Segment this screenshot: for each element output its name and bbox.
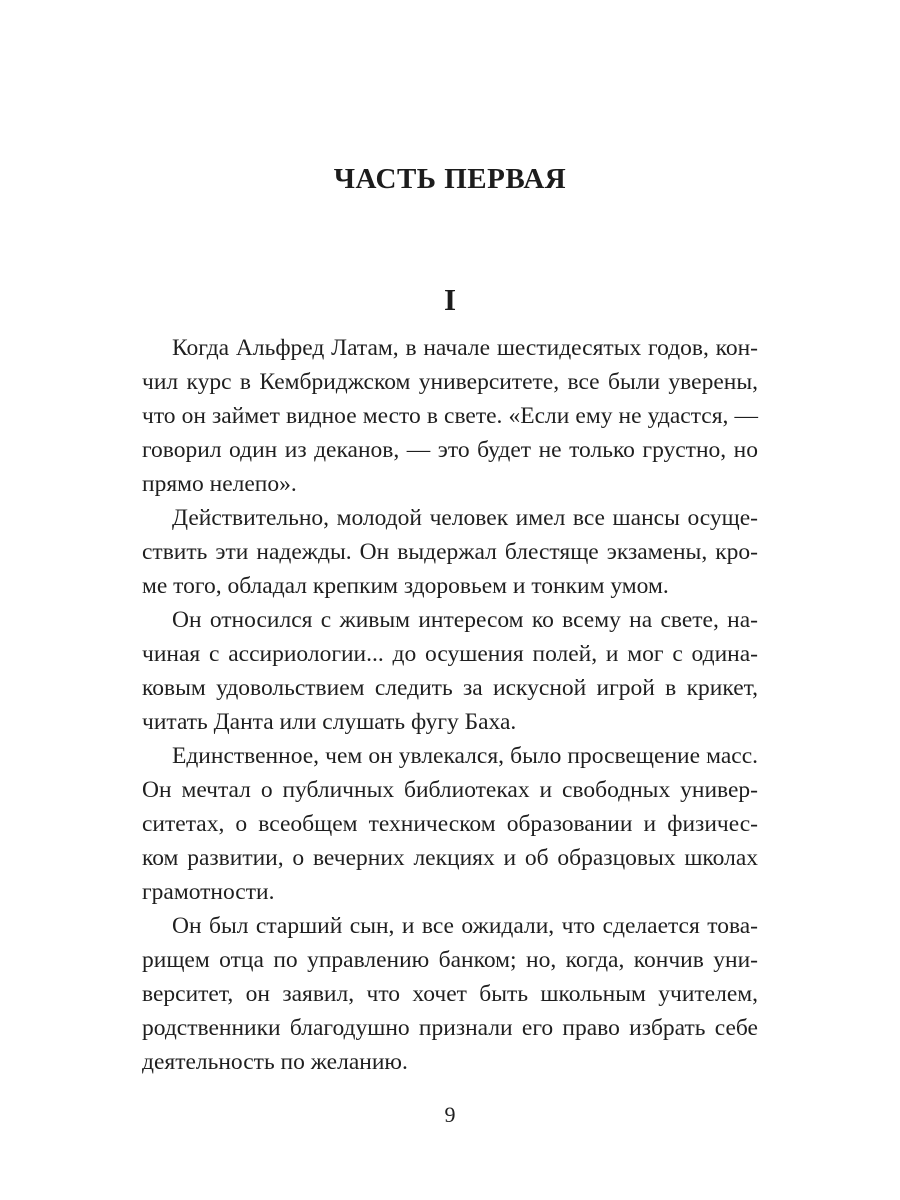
text-line: ком развитии, о вечерних лекциях и об образцовых школах bbox=[142, 845, 758, 871]
text-line: ствить эти надежды. Он выдержал блестяще экзамены, кро- bbox=[142, 539, 758, 565]
text-line: Когда Альфред Латам, в начале шестидесятых годов, кон- bbox=[172, 335, 758, 361]
text-line: грамотности. bbox=[142, 879, 275, 905]
text-line: Он был старший сын, и все ожидали, что сделается това- bbox=[172, 913, 758, 939]
text-line: ме того, обладал крепким здоровьем и тонким умом. bbox=[142, 573, 669, 599]
page-number: 9 bbox=[444, 1102, 456, 1127]
text-line: прямо нелепо». bbox=[142, 471, 297, 497]
chapter-numeral: I bbox=[443, 282, 457, 317]
text-line: читать Данта или слушать фугу Баха. bbox=[142, 709, 517, 735]
part-title: ЧАСТЬ ПЕРВАЯ bbox=[333, 163, 567, 195]
text-line: ковым удовольствием следить за искусной игрой в крикет, bbox=[142, 675, 758, 701]
text-line: чил курс в Кембриджском университете, все были уверены, bbox=[142, 369, 758, 395]
text-line: родственники благодушно признали его право избрать себе bbox=[142, 1015, 758, 1041]
text-line: что он займет видное место в свете. «Если ему не удастся, — bbox=[142, 403, 758, 429]
paragraph-5 bbox=[142, 909, 758, 1079]
text-line: Он относился с живым интересом ко всему на свете, на- bbox=[172, 607, 758, 633]
text-line: ситетах, о всеобщем техническом образовании и физичес- bbox=[142, 811, 758, 837]
text-line: Единственное, чем он увлекался, было просвещение масс. bbox=[172, 743, 758, 769]
text-line: деятельность по желанию. bbox=[142, 1049, 408, 1075]
paragraph-4 bbox=[142, 739, 758, 909]
text-line: Действительно, молодой человек имел все шансы осуще- bbox=[172, 505, 758, 531]
paragraph-3 bbox=[142, 603, 758, 739]
text-line: верситет, он заявил, что хочет быть школьным учителем, bbox=[142, 981, 758, 1007]
text-line: говорил один из деканов, — это будет не только грустно, но bbox=[142, 437, 758, 463]
paragraph-2 bbox=[142, 501, 758, 603]
body-text bbox=[142, 331, 758, 1079]
text-line: Он мечтал о публичных библиотеках и свободных универ- bbox=[142, 777, 758, 803]
text-line: рищем отца по управлению банком; но, когда, кончив уни- bbox=[142, 947, 758, 973]
paragraph-1 bbox=[142, 331, 758, 501]
text-line: чиная с ассириологии... до осушения полей, и мог с одина- bbox=[142, 641, 758, 667]
